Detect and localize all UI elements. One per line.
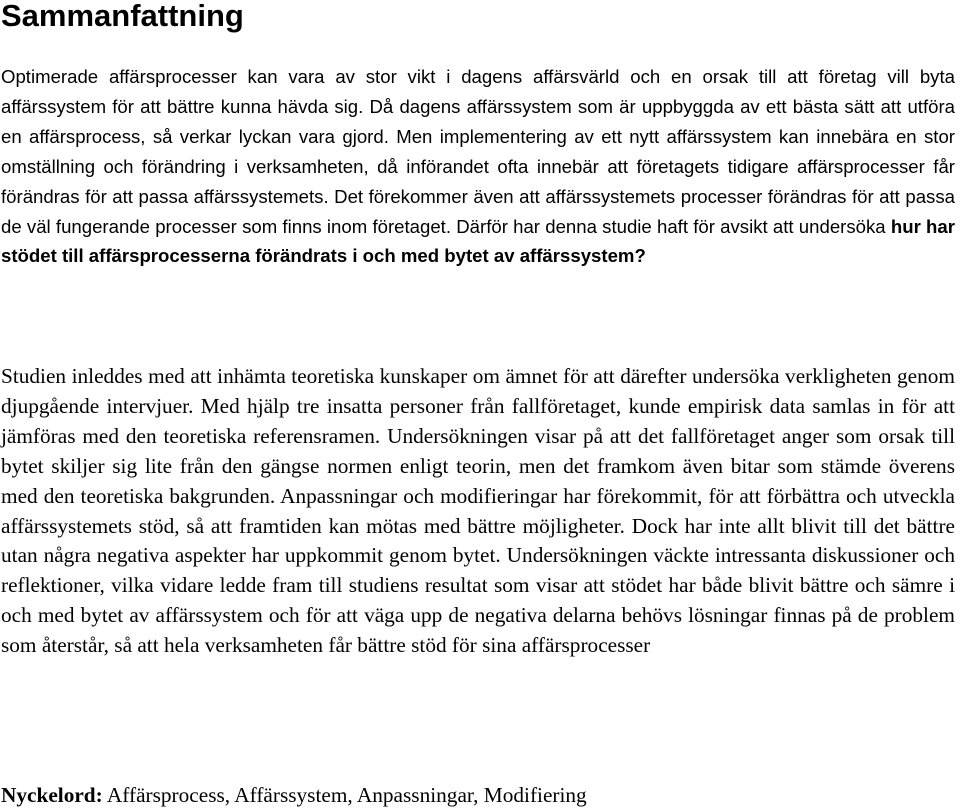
keywords-line: [1, 780, 587, 810]
page-title: Sammanfattning: [1, 0, 244, 33]
paragraph-1-lead-in: Därför har denna studie haft för avsikt att undersöka: [451, 215, 891, 237]
summary-paragraph-2: Studien inleddes med att inhämta teoretiska kunskaper om ämnet för att därefter undersöka verkligheten genom djupgående intervjuer. Med hjälp tre insatta personer från fallföretaget, kunde empirisk data samlas in för att jämföras med den teoretiska referensramen. Undersökningen visar på att det fallföretaget anger som orsak till bytet skiljer sig lite från den gängse normen enligt teorin, men det framkom även bitar som stämde överens med den teoretiska bakgrunden. Anpassningar och modifieringar har förekommit, för att förbättra och utveckla affärssystemets stöd, så att framtiden kan mötas med bättre möjligheter. Dock har inte allt blivit till det bättre utan några negativa aspekter har uppkommit genom bytet. Undersökningen väckte intressanta diskussioner och reflektioner, vilka vidare ledde fram till studiens resultat som visar att stödet har både blivit bättre och sämre i och med bytet av affärssystem och för att väga upp de negativa delarna behövs lösningar finnas på de problem som återstår, så att hela verksamheten får bättre stöd för sina affärsprocesser: [1, 364, 955, 658]
paragraph-1-text: Optimerade affärsprocesser kan vara av stor vikt i dagens affärsvärld och en orsak till att företag vill byta affärssystem för att bättre kunna hävda sig. Då dagens affärssystem som är uppbyggda av ett bästa sätt att utföra en affärsprocess, så verkar lyckan vara gjord. Men implementering av ett nytt affärssystem kan innebära en stor omställning och förändring i verksamheten, då införandet ofta innebär att företagets tidigare affärsprocesser får förändras för att passa affärssystemets. Det förekommer även att affärssystemets processer förändras för att passa de väl fungerande processer som finns inom företaget.: [1, 66, 955, 237]
keywords-value: Affärsprocess, Affärssystem, Anpassningar, Modifiering: [102, 783, 587, 807]
summary-paragraph-1: [1, 62, 955, 271]
research-question: hur har stödet till affärsprocesserna förändrats i och med bytet av affärssystem?: [1, 215, 955, 267]
keywords-label: Nyckelord:: [1, 783, 103, 807]
